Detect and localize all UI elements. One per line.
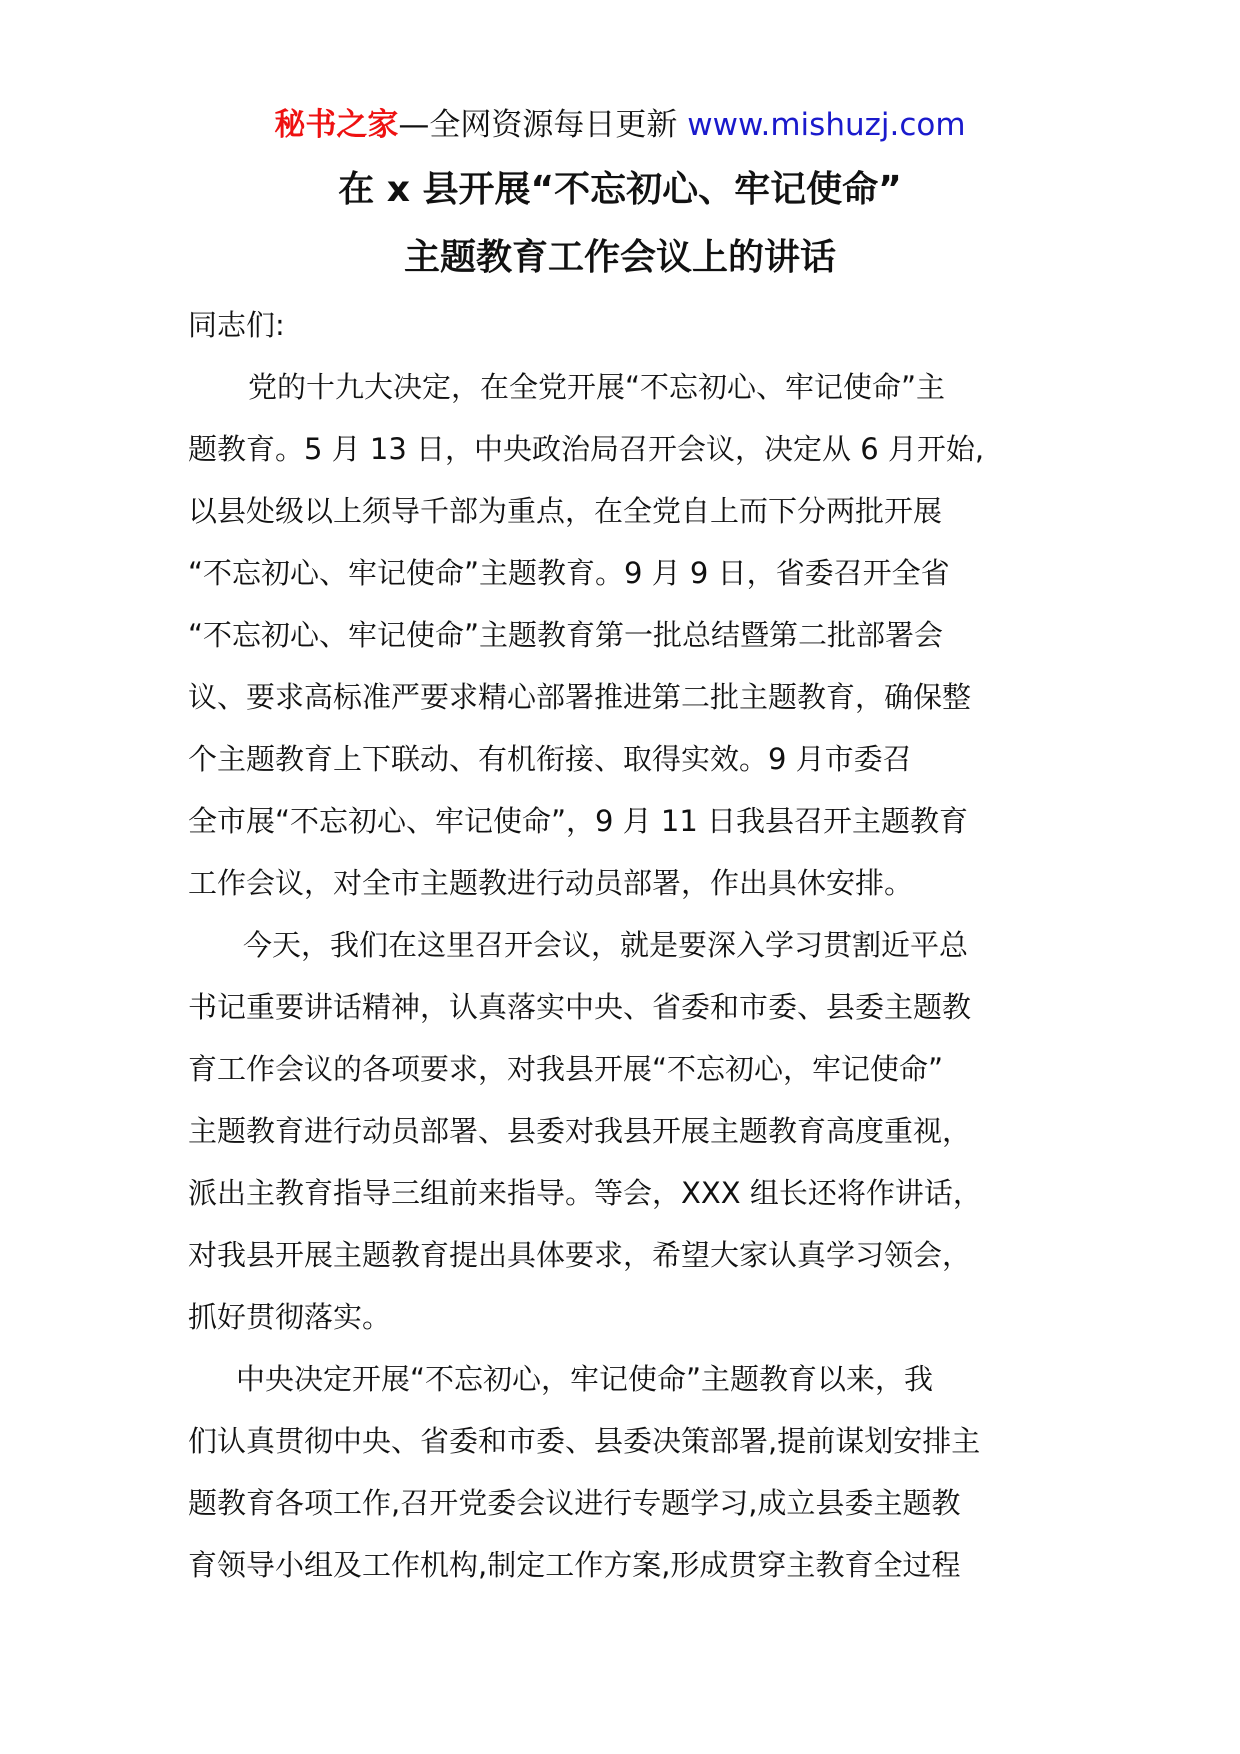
paragraph-line: 全市展“不忘初心、牢记使命”，9 月 11 日我县召开主题教育 — [188, 804, 969, 838]
paragraph-line: 主题教育进行动员部署、县委对我县开展主题教育高度重视， — [188, 1114, 972, 1148]
paragraph-line: 派出主教育指导三组前来指导。等会，XXX 组长还将作讲话， — [188, 1176, 982, 1210]
paragraph-line: 个主题教育上下联动、有机衔接、取得实效。9 月市委召 — [188, 742, 912, 776]
paragraph-line: 们认真贯彻中央、省委和市委、县委决策部署,提前谋划安排主 — [188, 1424, 981, 1458]
header-tagline: —全网资源每日更新 — [398, 107, 678, 143]
paragraph-line: 今天，我们在这里召开会议，就是要深入学习贯割近平总 — [243, 928, 969, 962]
paragraph-line: 抓好贯彻落实。 — [188, 1300, 392, 1334]
paragraph-line: 育工作会议的各项要求，对我县开展“不忘初心，牢记使命” — [188, 1052, 944, 1086]
site-url-link[interactable]: www.mishuzj.com — [687, 107, 966, 143]
paragraph-line: 工作会议，对全市主题教进行动员部署，作出具休安排。 — [188, 866, 914, 900]
document-title-line-2: 主题教育工作会议上的讲话 — [403, 237, 836, 278]
brand-name: 秘书之家 — [274, 107, 399, 143]
paragraph-line: 对我县开展主题教育提出具体要求，希望大家认真学习领会， — [188, 1238, 972, 1272]
document-body — [188, 294, 1078, 1596]
paragraph-line: 题教育各项工作,召开党委会议进行专题学习,成立县委主题教 — [188, 1486, 961, 1520]
paragraph-line: 党的十九大决定，在全党开展“不忘初心、牢记使命”主 — [248, 370, 946, 404]
paragraph-line: 中央决定开展“不忘初心，牢记使命”主题教育以来，我 — [236, 1362, 934, 1396]
paragraph-line: 议、要求高标准严要求精心部署推进第二批主题教育，确保整 — [188, 680, 972, 714]
paragraph-line: 以县处级以上须导千部为重点，在全党自上而下分两批开展 — [188, 494, 943, 528]
salutation: 同志们: — [188, 308, 285, 342]
site-header — [0, 100, 1240, 150]
paragraph-line: 题教育。5 月 13 日，中央政治局召开会议，决定从 6 月开始, — [188, 432, 985, 466]
paragraph-line: 育领导小组及工作机构,制定工作方案,形成贯穿主教育全过程 — [188, 1548, 961, 1582]
document-title-line-1: 在 x 县开展“不忘初心、牢记使命” — [338, 169, 902, 210]
paragraph-line: “不忘初心、牢记使命”主题教育。9 月 9 日，省委召开全省 — [188, 556, 950, 590]
paragraph-line: “不忘初心、牢记使命”主题教育第一批总结暨第二批部署会 — [188, 618, 944, 652]
paragraph-line: 书记重要讲话精神，认真落实中央、省委和市委、县委主题教 — [188, 990, 972, 1024]
